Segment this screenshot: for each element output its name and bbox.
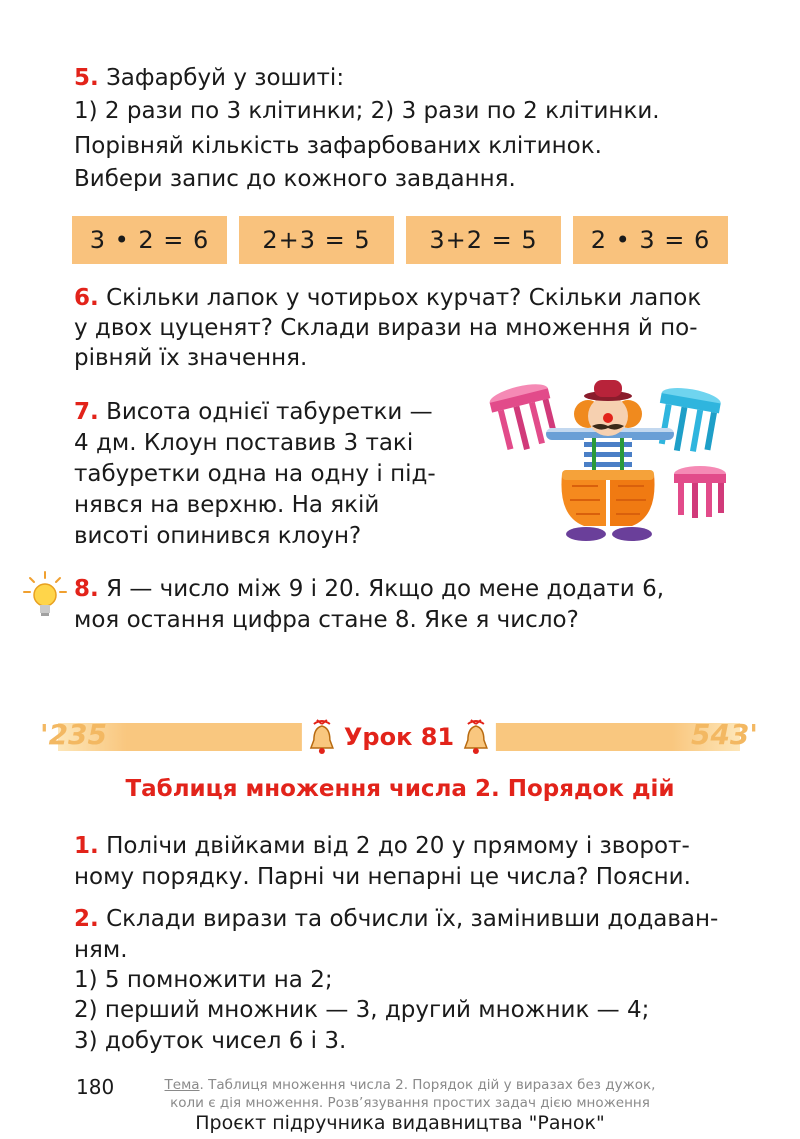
task5-line4: Вибери запис до кожного завдання.: [74, 166, 516, 192]
lesson-task1-text: Полічи двійками від 2 до 20 у прямому і зворот-: [106, 833, 690, 859]
task7-text: Висота однієї табуретки —: [106, 399, 433, 425]
lesson-task2-line5: 3) добуток чисел 6 і 3.: [74, 1028, 347, 1054]
banner-right-digits: 543': [690, 718, 758, 751]
lesson-task2-line4: 2) перший множник — 3, другий множник — 4;: [74, 997, 650, 1023]
task6-number: 6.: [74, 285, 99, 311]
task6-line3: рівняй їх значення.: [74, 345, 308, 371]
lesson-task2-text: Склади вирази та обчисли їх, замінивши додаван-: [106, 906, 719, 932]
task5-line2: 1) 2 рази по 3 клітинки; 2) 3 рази по 2 клітинки.: [74, 98, 660, 124]
footer-topic-line2: коли є дія множення. Розв’язування простих задач дією множення: [170, 1095, 650, 1111]
expression-box-1: 3 • 2 = 6: [72, 216, 227, 264]
task5-line1: [74, 62, 344, 94]
lesson-banner: [38, 716, 760, 758]
task8-number: 8.: [74, 576, 99, 602]
task8-line2: моя остання цифра стане 8. Яке я число?: [74, 607, 579, 633]
task6-line2: у двох цуценят? Склади вирази на множення й по-: [74, 315, 698, 341]
clown-with-stools-illustration: [488, 376, 728, 546]
task5-line3: Порівняй кількість зафарбованих клітинок.: [74, 133, 602, 159]
lesson-task2-line2: ням.: [74, 937, 128, 963]
task7-line3: табуретки одна на одну і під-: [74, 461, 436, 487]
lesson-task1-line1: [74, 830, 690, 862]
lesson-subtitle: Таблиця множення числа 2. Порядок дій: [125, 776, 675, 802]
task6-text: Скільки лапок у чотирьох курчат? Скільки лапок: [106, 285, 702, 311]
bell-icon: [306, 718, 338, 756]
topic-label: Тема: [164, 1077, 200, 1093]
page-number: 180: [76, 1075, 115, 1099]
task6-line1: [74, 282, 701, 314]
expression-box-2: 2+3 = 5: [239, 216, 394, 264]
lesson-task2-number: 2.: [74, 906, 99, 932]
bell-icon: [460, 718, 492, 756]
lightbulb-icon: [22, 570, 68, 622]
expression-box-3: 3+2 = 5: [406, 216, 561, 264]
lesson-task1-line2: ному порядку. Парні чи непарні це числа? Поясни.: [74, 864, 691, 890]
banner-left-digits: '235: [40, 718, 108, 751]
task7-line1: [74, 396, 433, 428]
footer-topic: [130, 1076, 690, 1112]
task5-number: 5.: [74, 65, 99, 91]
lesson-title-group: [302, 716, 496, 758]
task7-line4: нявся на верхню. На якій: [74, 492, 380, 518]
task7-line2: 4 дм. Клоун поставив 3 такі: [74, 430, 414, 456]
task8-line1: [74, 573, 664, 605]
publisher-project-note: Проєкт підручника видавництва "Ранок": [195, 1112, 605, 1134]
task7-number: 7.: [74, 399, 99, 425]
task8-text: Я — число між 9 і 20. Якщо до мене додати 6,: [106, 576, 665, 602]
lesson-task2-line3: 1) 5 помножити на 2;: [74, 967, 333, 993]
expression-box-4: 2 • 3 = 6: [573, 216, 728, 264]
topic-text: . Таблиця множення числа 2. Порядок дій у виразах без дужок,: [199, 1077, 656, 1093]
footer-topic-line1: [130, 1076, 690, 1094]
lesson-task1-number: 1.: [74, 833, 99, 859]
lesson-task2-line1: [74, 903, 718, 935]
task7-line5: висоті опинився клоун?: [74, 523, 362, 549]
expression-boxes: [72, 216, 728, 264]
lesson-title: Урок 81: [343, 723, 455, 751]
task5-text: Зафарбуй у зошиті:: [106, 65, 345, 91]
